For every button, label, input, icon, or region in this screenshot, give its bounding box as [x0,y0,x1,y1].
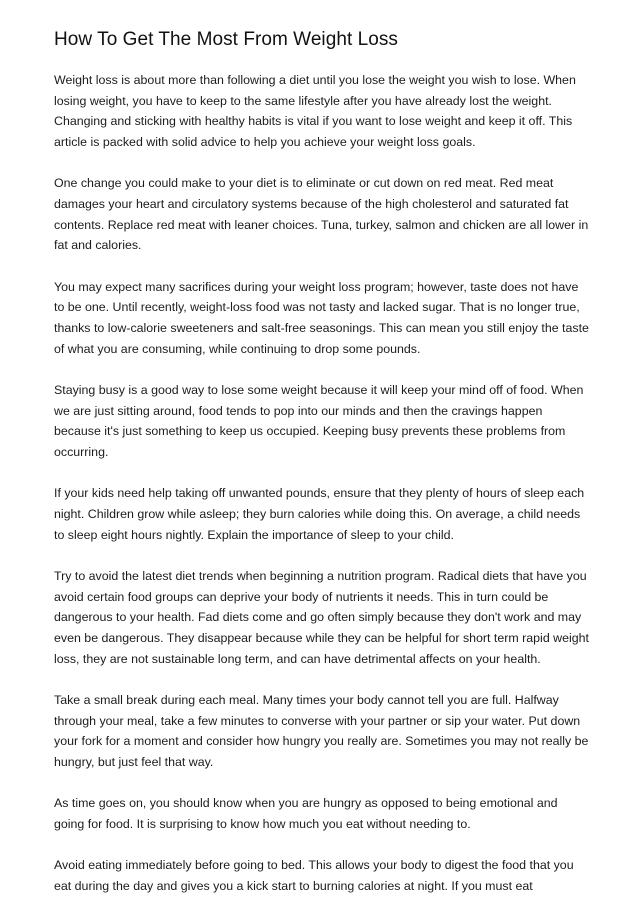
paragraph-staying-busy: Staying busy is a good way to lose some weight because it will keep your mind off of food. When we are just sitting around, food tends to pop into our minds and then the cravings happen because it's just something to keep us occupied. Keeping busy prevents these problems from occurring. [54,382,584,460]
paragraph-hunger-awareness: As time goes on, you should know when you are hungry as opposed to being emotional and going for food. It is surprising to know how much you eat without needing to. [54,796,558,831]
document-page [54,28,590,897]
paragraph-taste: You may expect many sacrifices during your weight loss program; however, taste does not have to be one. Until recently, weight-loss food was not tasty and lacked sugar. That is no longer true, thanks to low-calorie sweeteners and salt-free seasonings. This can mean you still enjoy the taste of what you are consuming, while continuing to drop some pounds. [54,279,589,356]
paragraph-intro: Weight loss is about more than following a diet until you lose the weight you wish to lose. When losing weight, you have to keep to the same lifestyle after you have already lost the weight. Changing and sticking with healthy habits is vital if you want to lose weight and keep it off. This article is packed with solid advice to help you achieve your weight loss goals. [54,73,576,150]
document-title: How To Get The Most From Weight Loss [54,29,398,50]
paragraph-red-meat: One change you could make to your diet is to eliminate or cut down on red meat. Red meat damages your heart and circulatory systems because of the high cholesterol and saturated fat contents. Replace red meat with leaner choices. Tuna, turkey, salmon and chicken are all lower in fat and calories. [54,176,589,253]
paragraph-bedtime-eating: Avoid eating immediately before going to bed. This allows your body to digest the food that you eat during the day and gives you a kick start to burning calories at night. If you must eat [54,858,574,893]
paragraph-diet-trends: Try to avoid the latest diet trends when beginning a nutrition program. Radical diets that have you avoid certain food groups can deprive your body of nutrients it needs. This in turn could be dangerous to your health. Fad diets come and go often simply because they don't work and may even be dangerous. They disappear because while they can be helpful for short term rapid weight loss, they are not sustainable long term, and can have detrimental affects on your health. [54,568,589,666]
paragraph-kids-sleep: If your kids need help taking off unwanted pounds, ensure that they plenty of hours of sleep each night. Children grow while asleep; they burn calories while doing this. On average, a child needs to sleep eight hours nightly. Explain the importance of sleep to your child. [54,486,585,542]
paragraph-meal-break: Take a small break during each meal. Many times your body cannot tell you are full. Halfway through your meal, take a few minutes to converse with your partner or sip your water. Put down your fork for a moment and consider how hungry you really are. Sometimes you may not really be hungry, but just feel that way. [54,692,589,769]
